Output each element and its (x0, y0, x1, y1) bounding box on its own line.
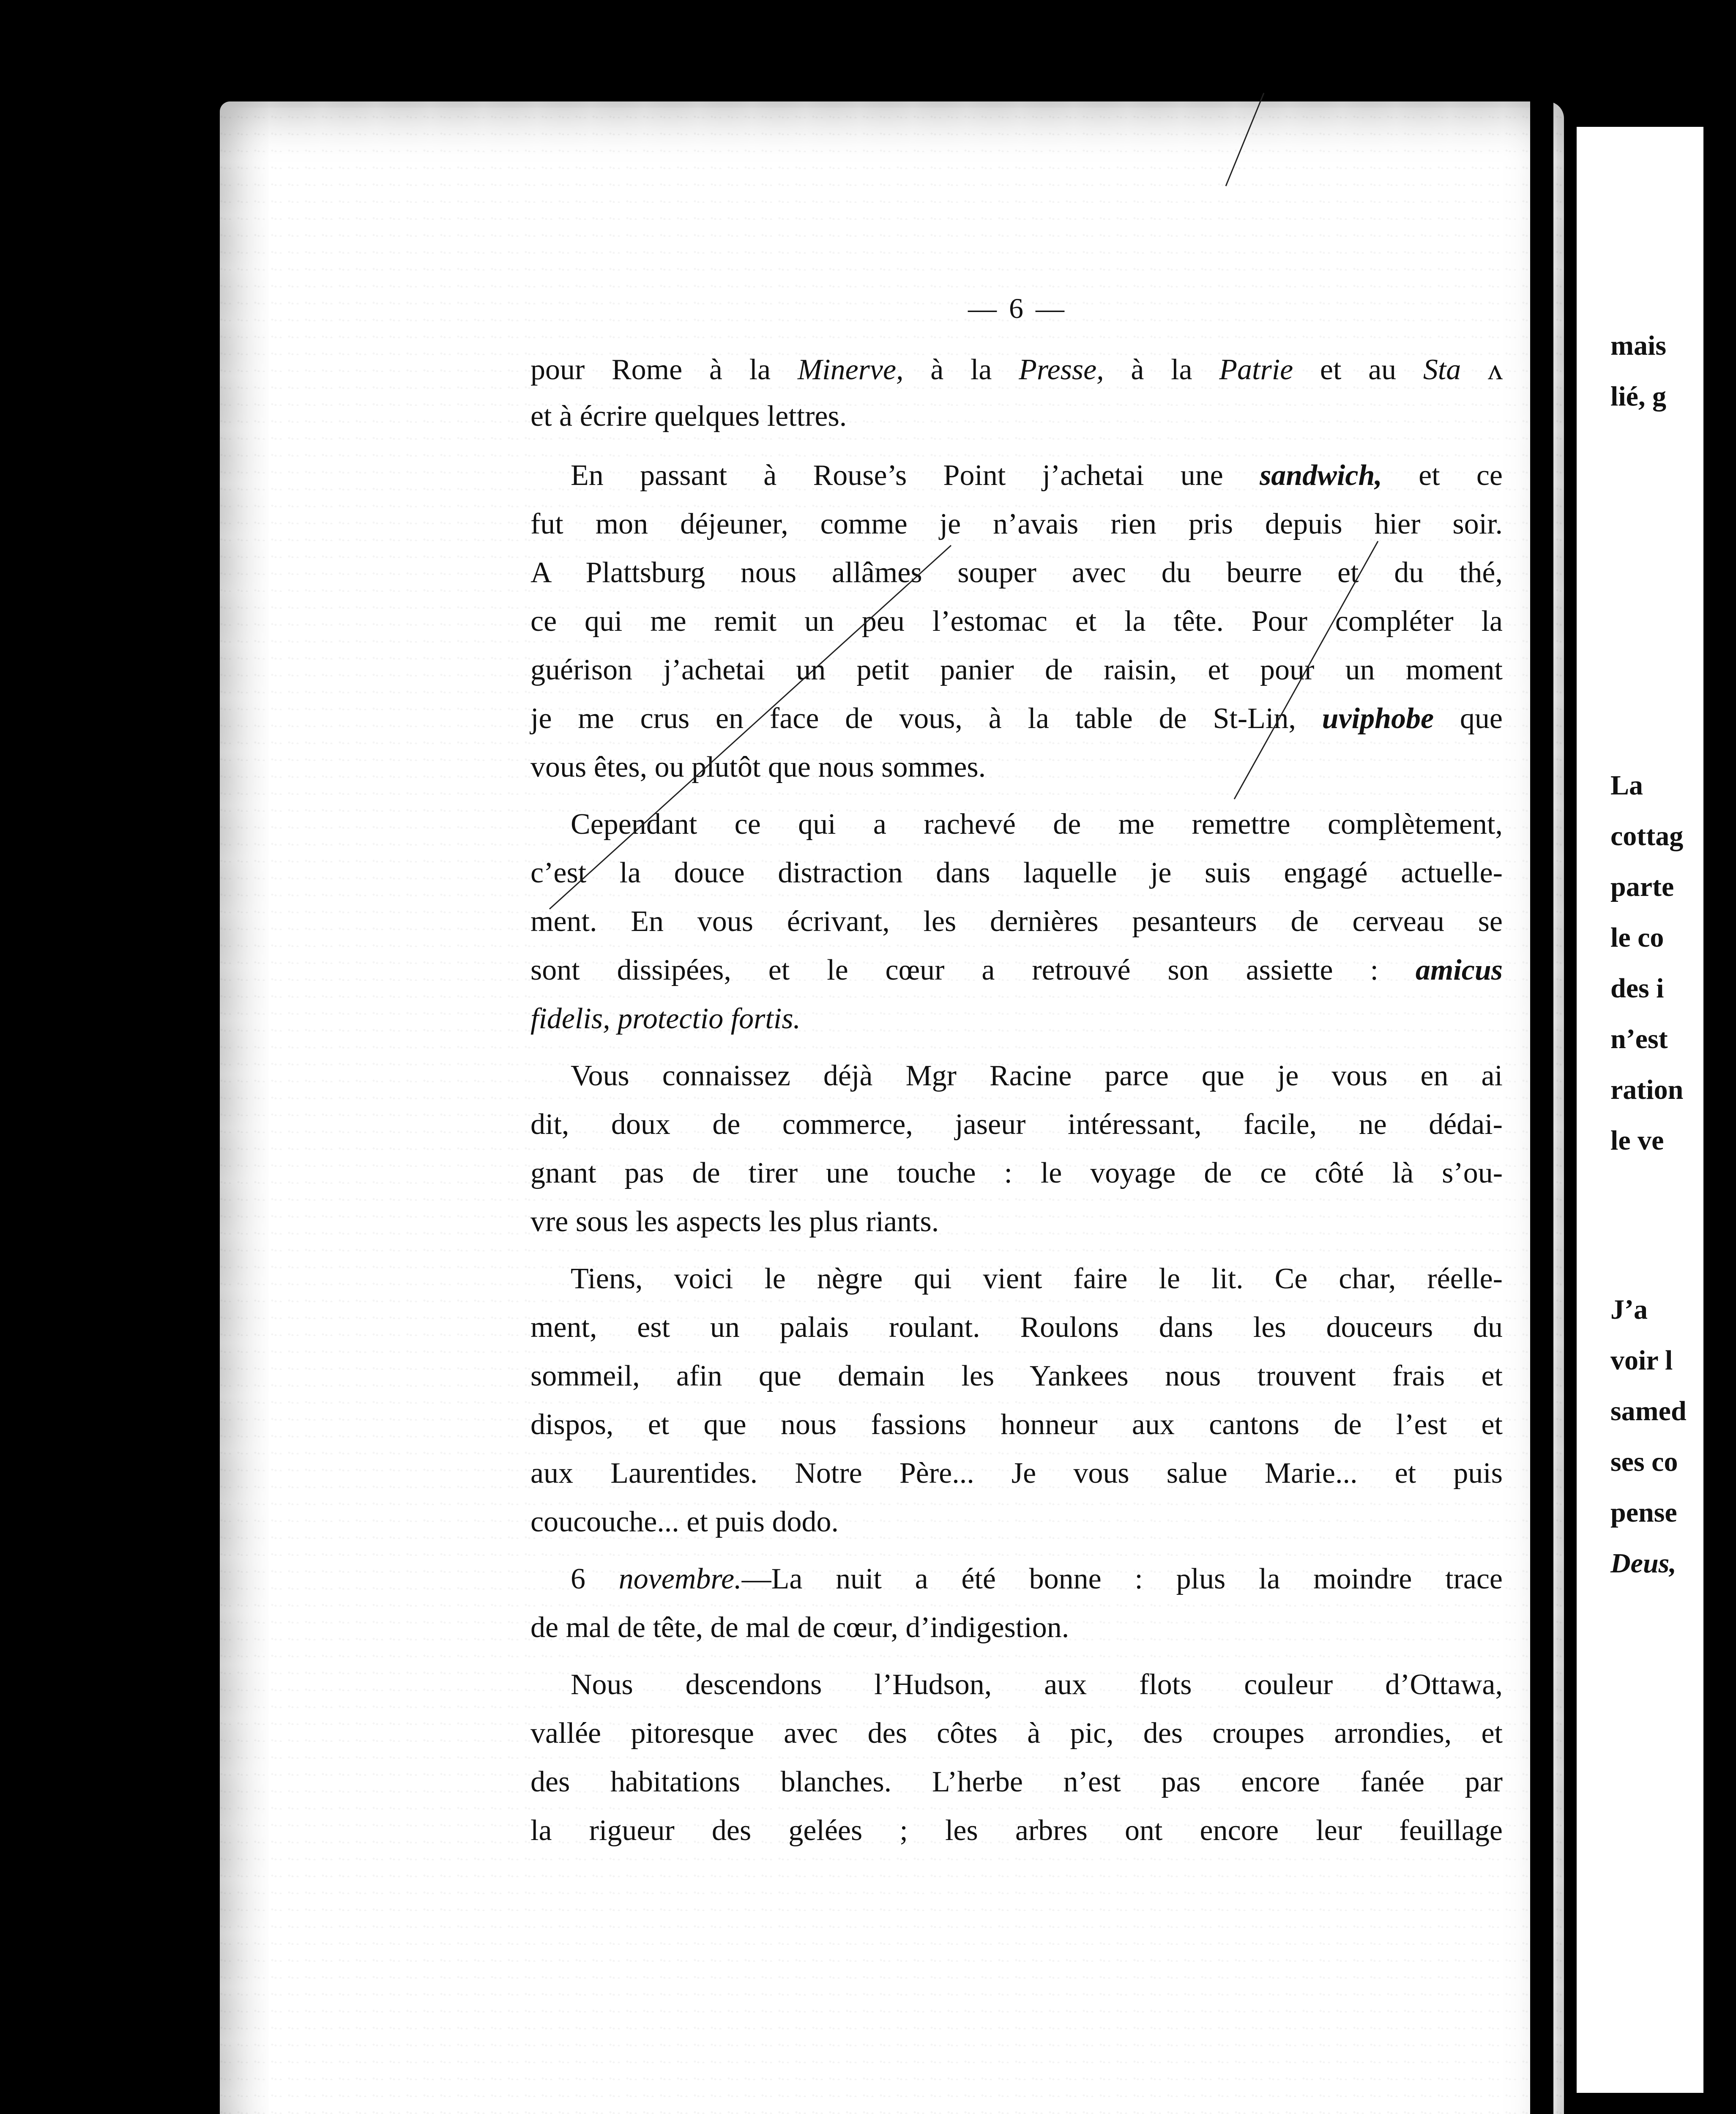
text-run: aux Laurentides. Notre Père... Je vous salue Marie... et puis (530, 1457, 1503, 1490)
text-run: vous êtes, ou plutôt que nous sommes. (530, 751, 986, 783)
adjacent-page-fragment: le ve (1610, 1125, 1664, 1156)
text-run: dit, doux de commerce, jaseur intéressant, facile, ne dédai- (530, 1108, 1503, 1141)
text-run: pour Rome à la (530, 353, 798, 386)
text-run: c’est la douce distraction dans laquelle je suis engagé actuelle- (530, 857, 1503, 889)
text-run: Tiens, voici le nègre qui vient faire le lit. Ce char, réelle- (571, 1262, 1503, 1295)
text-run: Cependant ce qui a rachevé de me remettre complètement, (571, 808, 1503, 841)
text-run: à la (903, 353, 1019, 386)
text-run: Patrie (1219, 353, 1293, 386)
text-run: Vous connaissez déjà Mgr Racine parce que je vous en ai (571, 1060, 1503, 1092)
text-run: Sta (1423, 353, 1488, 386)
adjacent-page-fragment: mais (1610, 330, 1666, 361)
adjacent-page-fragment: n’est (1610, 1024, 1668, 1054)
text-run: sommeil, afin que demain les Yankees nous trouvent frais et (530, 1360, 1503, 1392)
adjacent-page-fragment: pense (1610, 1497, 1677, 1528)
text-run: Presse, (1019, 353, 1104, 386)
text-run: gnant pas de tirer une touche : le voyage de ce côté là s’ou- (530, 1157, 1503, 1189)
text-run: ment. En vous écrivant, les dernières pesanteurs de cerveau se (530, 905, 1503, 938)
text-run: et ce (1382, 459, 1503, 492)
adjacent-page-fragment: ses co (1610, 1446, 1678, 1477)
text-run: uviphobe (1322, 702, 1434, 735)
adjacent-page-fragment: J’a (1610, 1294, 1648, 1325)
text-run: A Plattsburg nous allâmes souper avec du beurre et du thé, (530, 556, 1503, 589)
text-run: fidelis, protectio fortis. (530, 1002, 801, 1035)
text-run: sandwich, (1260, 459, 1382, 492)
text-run: En passant à Rouse’s Point j’achetai une (571, 459, 1260, 492)
text-run: ment, est un palais roulant. Roulons dans les douceurs du (530, 1311, 1503, 1344)
text-run: Minerve, (797, 353, 904, 386)
text-run: de mal de tête, de mal de cœur, d’indigestion. (530, 1611, 1069, 1644)
adjacent-page-fragment: samed (1610, 1396, 1687, 1427)
text-run: vallée pitoresque avec des côtes à pic, des croupes arrondies, et (530, 1717, 1503, 1750)
text-run: à la (1104, 353, 1219, 386)
adjacent-page-fragment: lié, g (1610, 381, 1666, 412)
text-run: Nous descendons l’Hudson, aux flots couleur d’Ottawa, (571, 1668, 1503, 1701)
adjacent-page-fragment: cottag (1610, 821, 1684, 852)
text-run: fut mon déjeuner, comme je n’avais rien pris depuis hier soir. (530, 508, 1503, 540)
text-run: 6 (571, 1563, 619, 1595)
text-run: je me crus en face de vous, à la table de St-Lin, (530, 702, 1322, 735)
text-run: coucouche... et puis dodo. (530, 1506, 839, 1538)
text-run: que (1434, 702, 1503, 735)
text-run: guérison j’achetai un petit panier de raisin, et pour un moment (530, 654, 1503, 686)
adjacent-page-fragment: ration (1610, 1074, 1684, 1105)
adjacent-page-fragment: La (1610, 770, 1643, 801)
text-run: amicus (1415, 954, 1503, 986)
adjacent-page-fragment: parte (1610, 871, 1674, 902)
page-number: — 6 — (968, 292, 1067, 324)
text-run: —La nuit a été bonne : plus la moindre trace (741, 1563, 1503, 1595)
text-run: dispos, et que nous fassions honneur aux cantons de l’est et (530, 1408, 1503, 1441)
text-run: la rigueur des gelées ; les arbres ont encore leur feuillage (530, 1814, 1503, 1847)
text-run: sont dissipées, et le cœur a retrouvé son assiette : (530, 954, 1416, 986)
text-run: vre sous les aspects les plus riants. (530, 1205, 939, 1238)
text-run: novembre. (618, 1563, 742, 1595)
adjacent-page-fragment: des i (1610, 973, 1664, 1004)
adjacent-page-fragment: Deus, (1610, 1548, 1676, 1579)
text-run: et au (1293, 353, 1423, 386)
adjacent-page-fragment: voir l (1610, 1345, 1673, 1376)
text-run: ce qui me remit un peu l’estomac et la tête. Pour compléter la (530, 605, 1503, 638)
text-run: et à écrire quelques lettres. (530, 400, 847, 433)
adjacent-page-fragment: le co (1610, 922, 1664, 953)
text-run: ʌ (1487, 353, 1503, 386)
text-run: des habitations blanches. L’herbe n’est pas encore fanée par (530, 1766, 1503, 1798)
